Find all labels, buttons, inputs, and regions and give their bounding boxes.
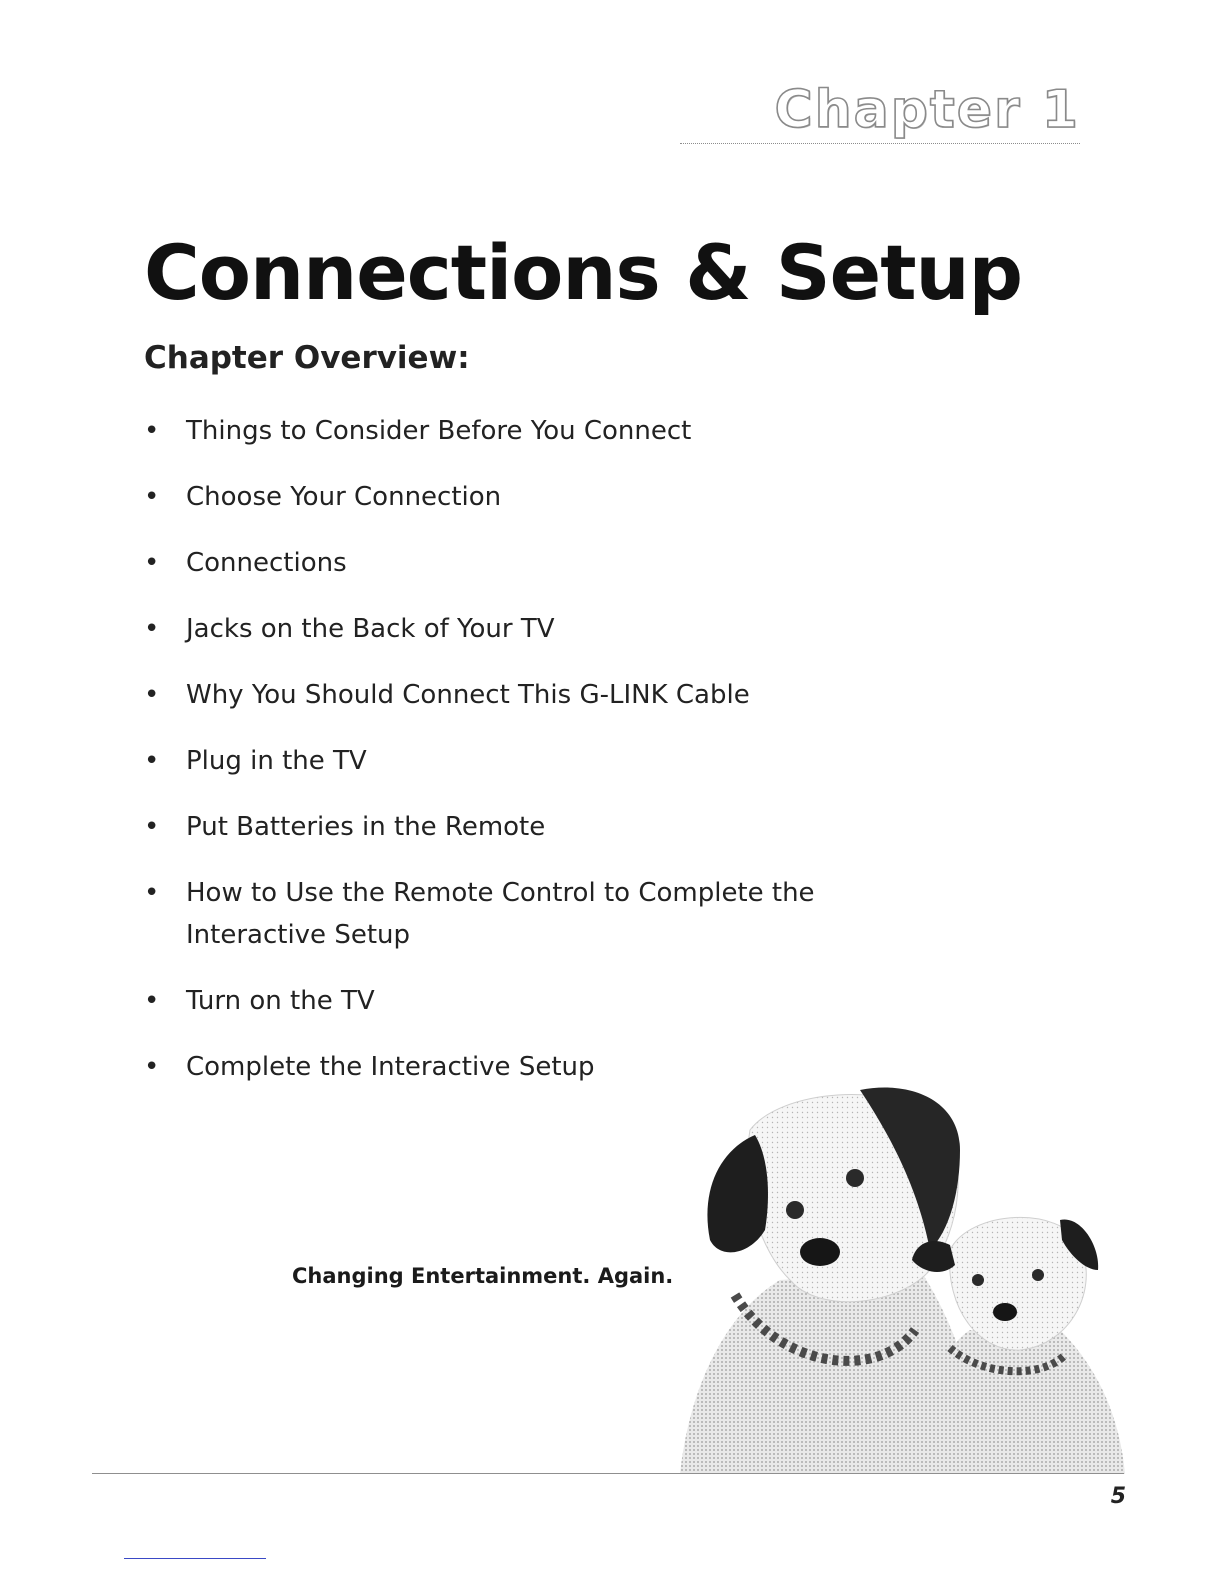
chapter-divider — [680, 143, 1080, 144]
chapter-label: Chapter 1 — [774, 80, 1080, 140]
list-item-text: Choose Your Connection — [186, 482, 502, 512]
page-number: 5 — [1110, 1484, 1126, 1509]
page-title: Connections & Setup — [144, 228, 1023, 317]
overview-heading: Chapter Overview: — [144, 340, 470, 376]
list-item — [144, 674, 904, 716]
list-item — [144, 608, 904, 650]
list-item — [144, 980, 904, 1022]
list-item — [144, 542, 904, 584]
list-item — [144, 476, 904, 518]
bullet-icon: • — [144, 878, 160, 908]
list-item-text: How to Use the Remote Control to Complete the Interactive Setup — [186, 878, 815, 950]
list-item-text: Connections — [186, 548, 347, 578]
bullet-icon: • — [144, 680, 160, 710]
list-item-text: Jacks on the Back of Your TV — [186, 614, 555, 644]
list-item — [144, 410, 904, 452]
footer-divider — [92, 1473, 1124, 1474]
bullet-icon: • — [144, 812, 160, 842]
bullet-icon: • — [144, 548, 160, 578]
list-item-text: Why You Should Connect This G-LINK Cable — [186, 680, 750, 710]
bullet-icon: • — [144, 416, 160, 446]
tagline: Changing Entertainment. Again. — [292, 1264, 674, 1288]
list-item — [144, 740, 904, 782]
bullet-icon: • — [144, 614, 160, 644]
bullet-icon: • — [144, 1052, 160, 1082]
list-item — [144, 806, 904, 848]
list-item-text: Plug in the TV — [186, 746, 367, 776]
list-item-text: Things to Consider Before You Connect — [186, 416, 692, 446]
corner-line — [124, 1558, 266, 1559]
bullet-icon: • — [144, 746, 160, 776]
list-item-text: Turn on the TV — [186, 986, 375, 1016]
list-item-text: Put Batteries in the Remote — [186, 812, 546, 842]
bullet-icon: • — [144, 482, 160, 512]
overview-list — [144, 410, 904, 1112]
bullet-icon: • — [144, 986, 160, 1016]
list-item — [144, 872, 904, 956]
list-item-text: Complete the Interactive Setup — [186, 1052, 595, 1082]
two-dogs-icon — [660, 1080, 1140, 1474]
